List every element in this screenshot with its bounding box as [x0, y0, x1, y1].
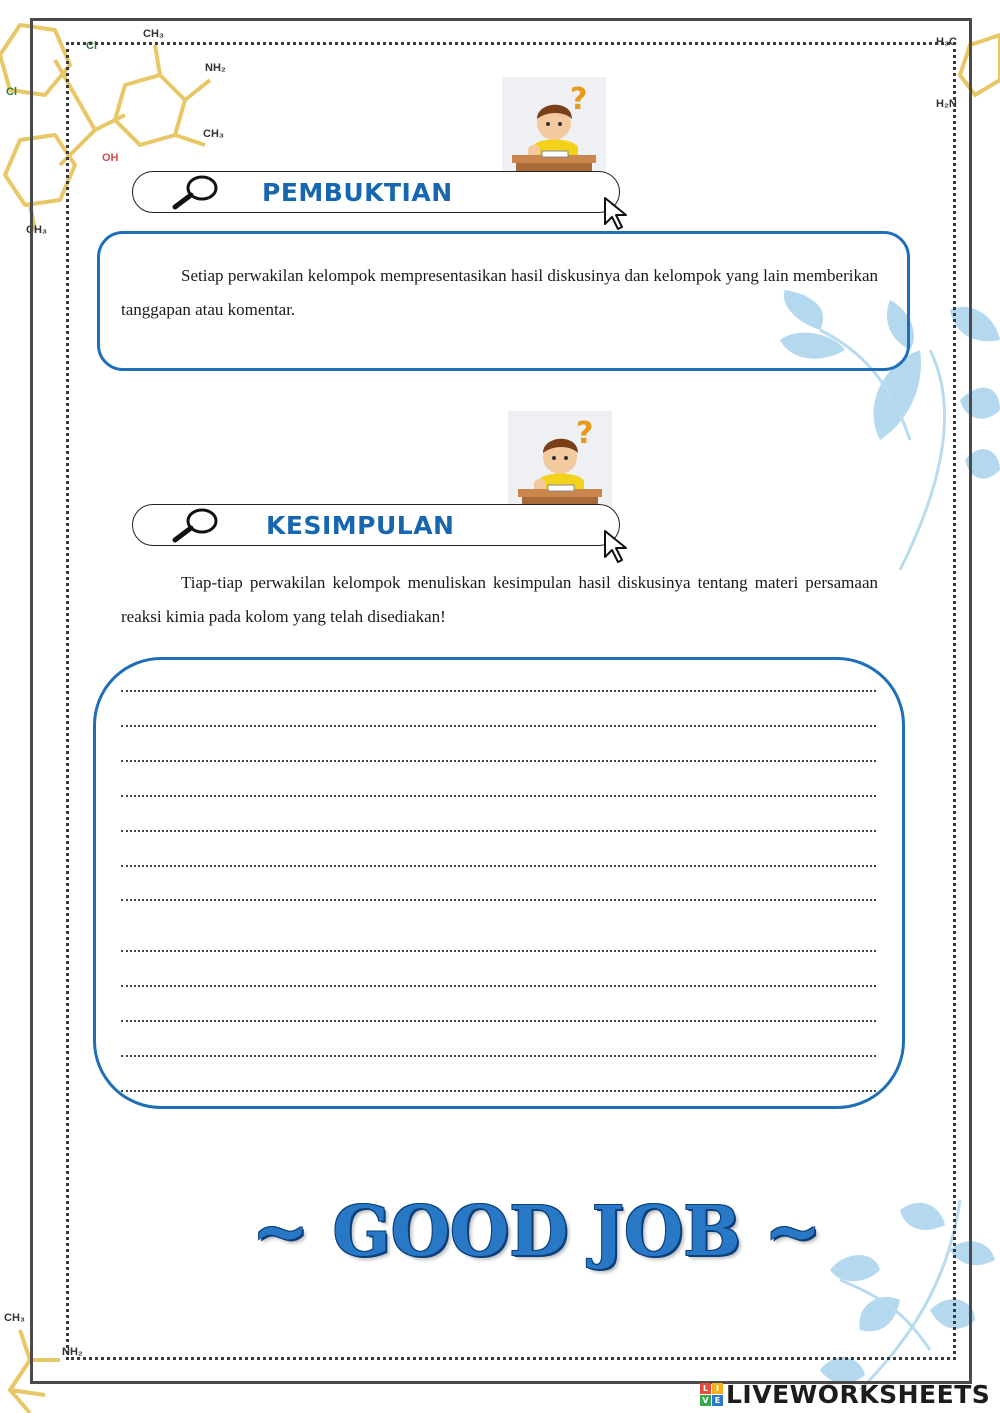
good-job-heading: ~ GOOD JOB ~ — [252, 1192, 822, 1272]
answer-line[interactable] — [121, 830, 876, 832]
formula-label: Cl — [86, 40, 97, 52]
formula-label: CH₃ — [4, 1312, 25, 1324]
formula-label: H₃C — [936, 36, 957, 48]
logo-letter: E — [712, 1395, 723, 1406]
formula-label: NH₂ — [62, 1346, 83, 1358]
brand-name: LIVEWORKSHEETS — [726, 1379, 991, 1409]
formula-label: Cl — [6, 86, 17, 98]
formula-label: H₂N — [936, 98, 957, 110]
answer-line[interactable] — [121, 950, 876, 952]
answer-line[interactable] — [121, 985, 876, 987]
logo-letter: I — [712, 1383, 723, 1394]
section-title: KESIMPULAN — [266, 511, 455, 540]
answer-line[interactable] — [121, 795, 876, 797]
answer-line[interactable] — [121, 1090, 876, 1092]
section-title: PEMBUKTIAN — [262, 178, 453, 207]
answer-line[interactable] — [121, 1020, 876, 1022]
liveworksheets-logo[interactable] — [700, 1379, 996, 1409]
answer-line[interactable] — [121, 760, 876, 762]
answer-line[interactable] — [121, 690, 876, 692]
svg-text:?: ? — [576, 416, 594, 451]
logo-letter: L — [700, 1383, 711, 1394]
answer-line[interactable] — [121, 899, 876, 901]
magnifier-icon — [170, 506, 222, 544]
answer-line[interactable] — [121, 725, 876, 727]
formula-label: CH₃ — [203, 128, 224, 140]
cursor-icon — [603, 529, 629, 565]
formula-label: CH₃ — [143, 28, 164, 40]
svg-text:?: ? — [570, 82, 588, 117]
magnifier-icon — [170, 173, 222, 211]
cursor-icon — [603, 196, 629, 232]
formula-label: NH₂ — [205, 62, 226, 74]
instruction-text: Tiap-tiap perwakilan kelompok menuliskan kesimpulan hasil diskusinya tentang materi persamaan reaksi kimia pada kolom yang telah disediakan! — [121, 573, 878, 626]
thinking-student-icon — [502, 77, 606, 177]
answer-line[interactable] — [121, 865, 876, 867]
answer-line[interactable] — [121, 1055, 876, 1057]
logo-mark-icon — [700, 1383, 723, 1406]
logo-letter: V — [700, 1395, 711, 1406]
thinking-student-icon — [508, 411, 612, 511]
instruction-text: Setiap perwakilan kelompok mempresentasikan hasil diskusinya dan kelompok yang lain memberikan tanggapan atau komentar. — [121, 266, 878, 319]
formula-label: OH — [102, 152, 119, 164]
formula-label: CH₃ — [26, 224, 47, 236]
